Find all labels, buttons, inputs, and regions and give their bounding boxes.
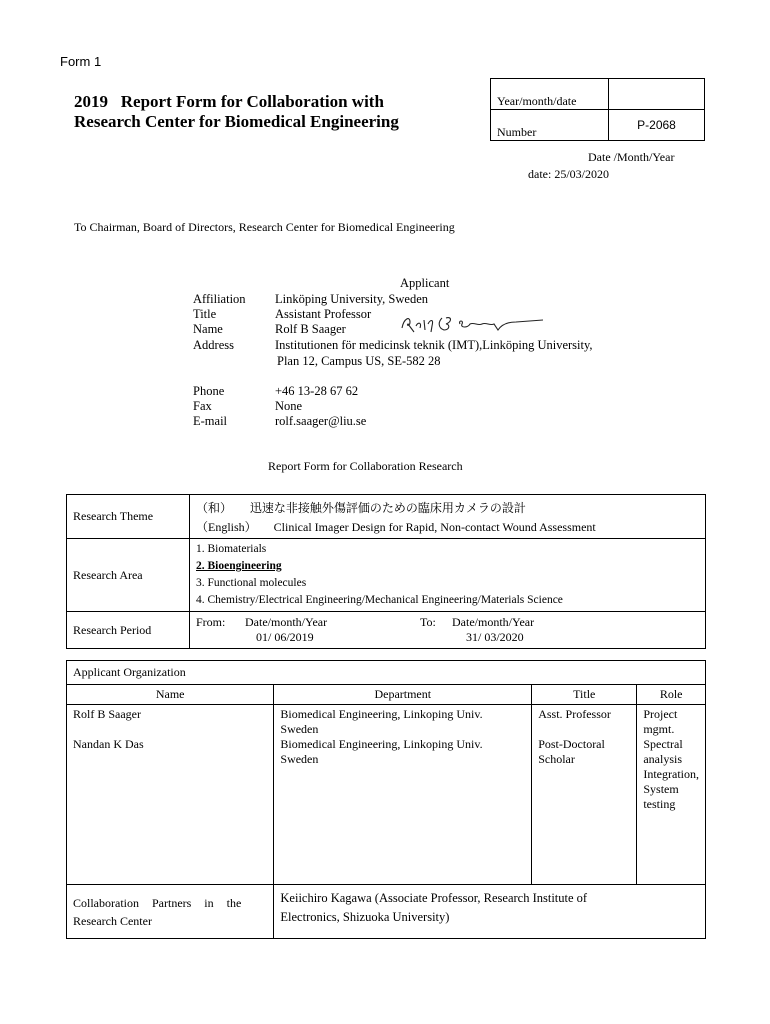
titles-cell <box>532 705 637 885</box>
member-2-dept: Biomedical Engineering, Linkoping Univ. <box>280 737 483 751</box>
research-info-table <box>66 494 706 649</box>
area-item-1: 1. Biomaterials <box>196 543 267 555</box>
period-from-label: From: <box>196 615 226 629</box>
name-row <box>193 322 346 337</box>
period-cell <box>190 612 706 649</box>
phone-label: Phone <box>193 384 225 398</box>
title-row <box>193 307 371 322</box>
period-from-format: Date/month/Year <box>245 615 328 629</box>
date-line: date: 25/03/2020 <box>528 167 609 181</box>
area-item-4: 4. Chemistry/Electrical Engineering/Mechanical Engineering/Materials Science <box>196 594 563 606</box>
title-line-1: 2019 Report Form for Collaboration with <box>74 92 384 111</box>
member-2-name: Nandan K Das <box>73 737 144 751</box>
partners-label-2: Research Center <box>73 913 152 928</box>
theme-ja-value: 迅速な非接触外傷評価のための臨床用カメラの設計 <box>249 500 526 515</box>
date-caption: Date /Month/Year <box>588 150 675 164</box>
email-value: rolf.saager@liu.se <box>275 414 367 428</box>
member-1-dept: Biomedical Engineering, Linkoping Univ. <box>280 707 483 721</box>
theme-cell <box>190 495 706 539</box>
member-1-name: Rolf B Saager <box>73 707 141 721</box>
reference-box <box>490 78 705 141</box>
member-2-title-cont: Scholar <box>538 752 575 766</box>
partners-value-2: Electronics, Shizuoka University) <box>280 910 450 924</box>
title-label: Title <box>193 307 217 321</box>
fax-row <box>193 399 302 414</box>
theme-english <box>196 518 699 536</box>
member-2-role-cont: System testing <box>643 782 679 811</box>
address-label: Address <box>193 338 234 352</box>
period-to-format: Date/month/Year <box>452 615 535 629</box>
number-value: P-2068 <box>609 110 705 141</box>
email-row <box>193 414 366 429</box>
theme-en-value: Clinical Imager Design for Rapid, Non-contact Wound Assessment <box>273 519 596 534</box>
period-to-value: 31/ 03/2020 <box>466 630 524 644</box>
member-2-title: Post-Doctoral <box>538 737 605 751</box>
member-2-dept-country: Sweden <box>280 752 319 766</box>
departments-cell <box>274 705 532 885</box>
report-caption: Report Form for Collaboration Research <box>268 459 463 473</box>
form-label: Form 1 <box>60 54 102 69</box>
fax-label: Fax <box>193 399 212 413</box>
title-line-2: Research Center for Biomedical Engineering <box>74 112 399 131</box>
applicant-heading: Applicant <box>400 276 450 290</box>
name-value: Rolf B Saager <box>275 322 346 336</box>
title-value: Assistant Professor <box>275 307 372 321</box>
phone-value: +46 13-28 67 62 <box>275 384 359 398</box>
addressee-line: To Chairman, Board of Directors, Research Center for Biomedical Engineering <box>74 220 455 234</box>
period-label: Research Period <box>67 612 190 649</box>
period-to-label: To: <box>420 615 436 629</box>
partners-value-1: Keiichiro Kagawa (Associate Professor, Research Institute of <box>280 891 588 905</box>
address-continued: Plan 12, Campus US, SE-582 28 <box>277 354 441 368</box>
document-title <box>74 92 399 132</box>
area-item-3: 3. Functional molecules <box>196 577 307 589</box>
theme-japanese <box>196 498 699 518</box>
number-label: Number <box>491 110 609 141</box>
theme-label: Research Theme <box>67 495 190 539</box>
handwritten-signature <box>398 312 548 336</box>
applicant-organization-table <box>66 660 706 939</box>
area-cell <box>190 539 706 612</box>
col-name: Name <box>67 685 274 705</box>
names-cell <box>67 705 274 885</box>
partners-label-cell <box>67 885 274 939</box>
member-1-role: Project mgmt. <box>643 707 678 736</box>
affiliation-row <box>193 292 428 307</box>
email-label: E-mail <box>193 414 228 428</box>
theme-en-tag: （English） <box>196 519 257 534</box>
member-1-dept-country: Sweden <box>280 722 319 736</box>
year-label: Year/month/date <box>491 79 609 110</box>
year-value <box>609 79 705 110</box>
name-label: Name <box>193 322 223 336</box>
col-title: Title <box>532 685 637 705</box>
fax-value: None <box>275 399 303 413</box>
member-1-role-cont: Spectral analysis <box>643 737 683 766</box>
member-2-role: Integration, <box>643 767 699 781</box>
affiliation-label: Affiliation <box>193 292 246 306</box>
col-role: Role <box>637 685 706 705</box>
roles-cell <box>637 705 706 885</box>
affiliation-value: Linköping University, Sweden <box>275 292 428 306</box>
theme-ja-tag: （和） <box>196 500 233 515</box>
area-label: Research Area <box>67 539 190 612</box>
address-value: Institutionen för medicinsk teknik (IMT),Linköping University, <box>275 338 593 352</box>
period-from-value: 01/ 06/2019 <box>256 630 314 644</box>
member-1-title: Asst. Professor <box>538 707 611 721</box>
area-item-2-selected: 2. Bioengineering <box>196 560 282 572</box>
partners-value-cell <box>274 885 706 939</box>
col-department: Department <box>274 685 532 705</box>
phone-row <box>193 384 358 399</box>
partners-label-1: Collaboration Partners in the <box>73 895 242 910</box>
address-row <box>193 338 593 353</box>
org-heading: Applicant Organization <box>67 661 706 685</box>
